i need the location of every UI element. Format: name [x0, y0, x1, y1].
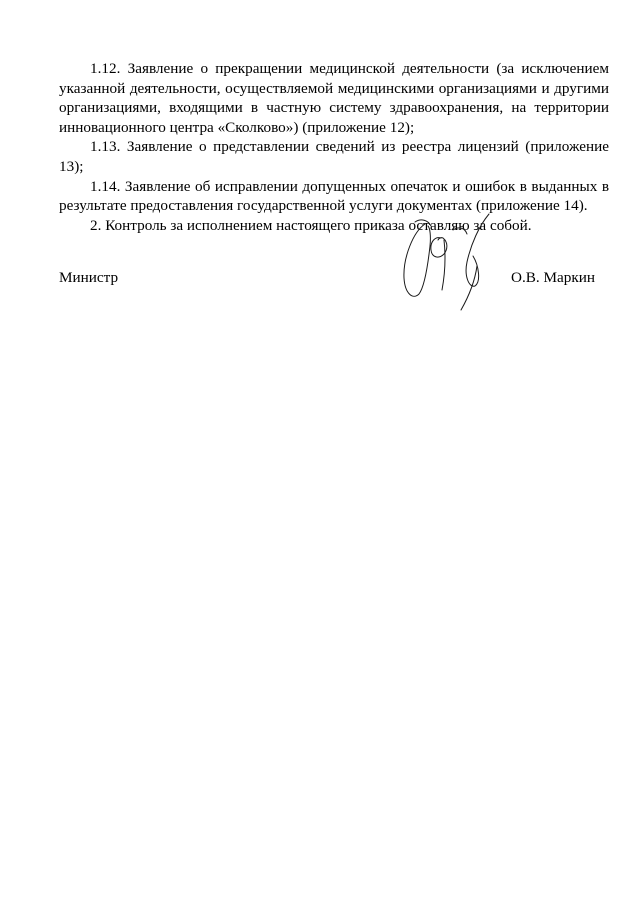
- signature-block: [59, 262, 609, 292]
- paragraph-1-12: 1.12. Заявление о прекращении медицинской деятельности (за исключением указанной деятельности, осуществляемой медицинскими организациями и другими организациями, входящими в частную систему здравоохранения, на территории инновационного центра «Сколково») (приложение 12);: [59, 60, 609, 136]
- paragraph-1-14: 1.14. Заявление об исправлении допущенных опечаток и ошибок в выданных в результате предоставления государственной услуги документах (приложение 14).: [59, 177, 609, 215]
- document-body: [59, 59, 609, 235]
- paragraph-2: 2. Контроль за исполнением настоящего приказа оставляю за собой.: [90, 216, 532, 234]
- signer-position: Министр: [59, 269, 119, 286]
- signer-name: О.В. Маркин: [511, 269, 595, 286]
- paragraph-1-13: 1.13. Заявление о представлении сведений из реестра лицензий (приложение 13);: [59, 138, 609, 175]
